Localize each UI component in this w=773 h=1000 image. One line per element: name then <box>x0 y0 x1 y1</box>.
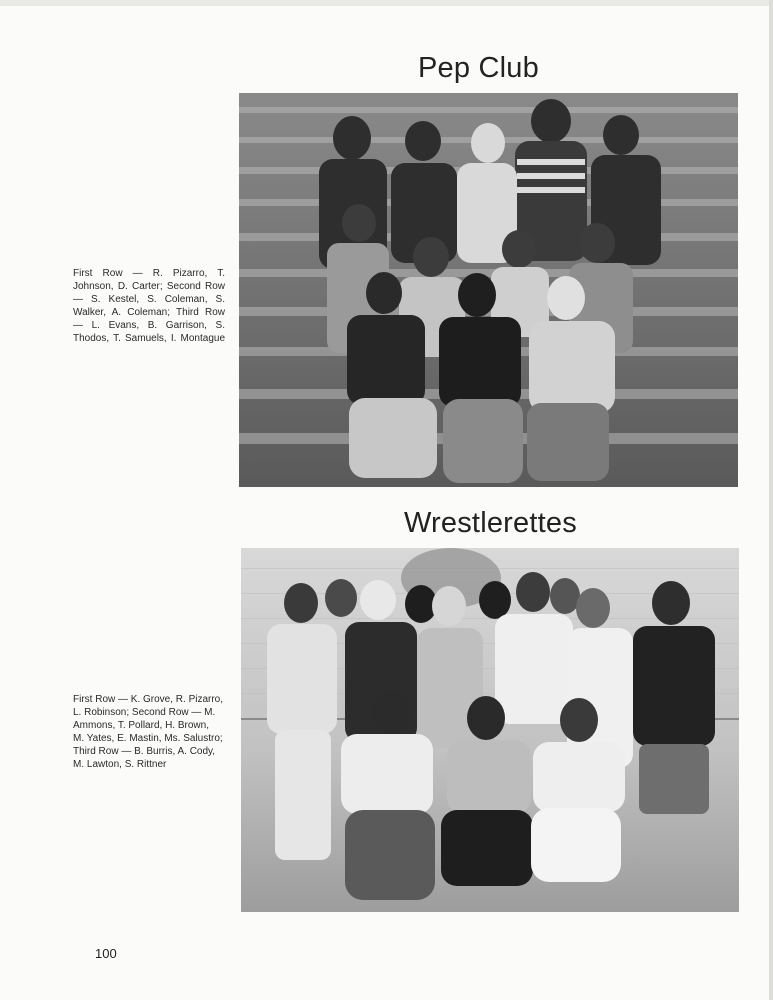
caption-line: Ammons, T. Pollard, H. Brown, <box>73 720 209 731</box>
caption-line: M. Yates, E. Mastin, Ms. Salustro; <box>73 733 223 744</box>
caption-line: First Row — K. Grove, R. Pizarro, <box>73 694 224 705</box>
page-right-edge <box>769 0 773 1000</box>
caption-line: First Row — R. Pizarro, T. <box>73 268 225 279</box>
caption-line: Johnson, D. Carter; Second Row <box>73 281 225 292</box>
pep-club-caption <box>73 267 225 345</box>
pep-club-title: Pep Club <box>418 52 539 84</box>
caption-line: M. Lawton, S. Rittner <box>73 759 167 770</box>
caption-line: L. Robinson; Second Row — M. <box>73 707 216 718</box>
wrestlerettes-title: Wrestlerettes <box>404 507 577 539</box>
wrestlerettes-caption <box>73 693 225 771</box>
page-top-edge <box>0 0 773 6</box>
caption-line: — S. Kestel, S. Coleman, S. <box>73 294 225 305</box>
caption-line: Thodos, T. Samuels, I. Montague <box>73 333 225 344</box>
caption-line: Walker, A. Coleman; Third Row <box>73 307 225 318</box>
wrestlerettes-group-photo <box>241 548 739 912</box>
page-number: 100 <box>95 946 117 961</box>
pep-club-group-photo <box>239 93 738 487</box>
caption-line: — L. Evans, B. Garrison, S. <box>73 320 225 331</box>
caption-line: Third Row — B. Burris, A. Cody, <box>73 746 216 757</box>
